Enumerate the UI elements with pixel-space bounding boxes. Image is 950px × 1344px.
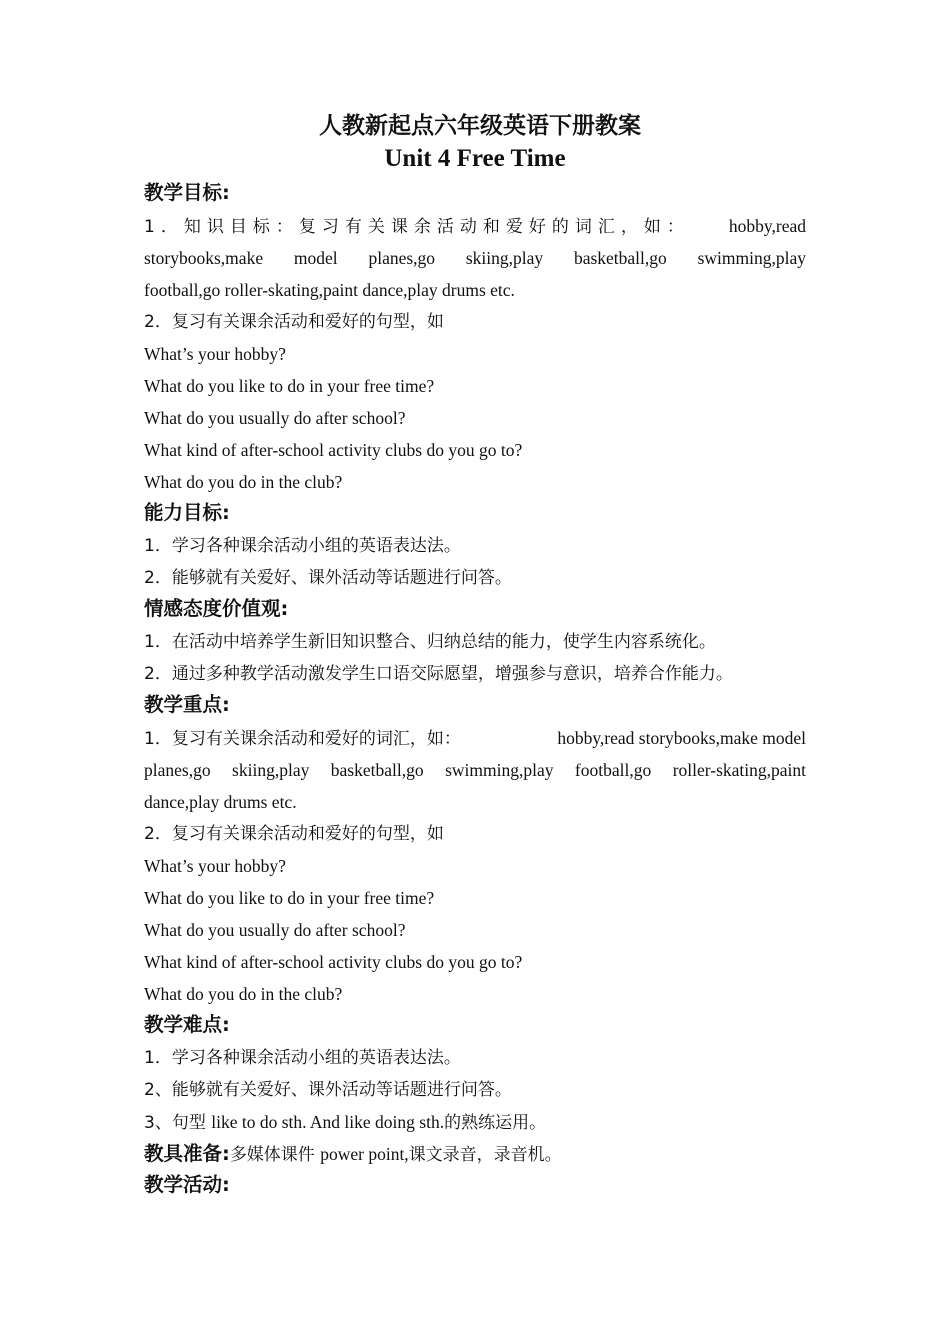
goals-item-1: [144, 210, 806, 242]
ability-item-1: 1．学习各种课余活动小组的英语表达法。: [144, 536, 461, 556]
goals-question: What’s your hobby?: [144, 344, 286, 364]
key-points-item-1: [144, 722, 806, 754]
key-points-item-1-cont: planes,go skiing,play basketball,go swimming,play football,go roller-skating,paint: [144, 760, 806, 780]
key-points-question: What do you like to do in your free time?: [144, 888, 435, 908]
difficulties-heading: 教学难点:: [144, 1013, 230, 1036]
difficulties-item-3: [144, 1106, 806, 1138]
key-points-question: What do you usually do after school?: [144, 920, 406, 940]
materials-text-b: power point,: [320, 1144, 409, 1164]
values-item-2: 2．通过多种教学活动激发学生口语交际愿望，增强参与意识，培养合作能力。: [144, 664, 733, 684]
difficulties-item-1: 1．学习各种课余活动小组的英语表达法。: [144, 1048, 461, 1068]
key-points-question: What’s your hobby?: [144, 856, 286, 876]
materials-heading: 教具准备:: [144, 1142, 230, 1165]
goals-heading: 教学目标:: [144, 181, 230, 204]
goals-item-1-cn: 1．知识目标：复习有关课余活动和爱好的词汇，如：: [144, 217, 690, 237]
goals-question: What kind of after-school activity clubs do you go to?: [144, 440, 523, 460]
ability-heading: 能力目标:: [144, 501, 230, 524]
key-points-item-2: 2．复习有关课余活动和爱好的句型，如: [144, 824, 444, 844]
doc-title: 人教新起点六年级英语下册教案: [319, 113, 641, 139]
difficulties-item-3-c: 的熟练运用。: [444, 1113, 547, 1133]
document-page: [144, 110, 806, 1202]
goals-item-1-cont2: football,go roller-skating,paint dance,play drums etc.: [144, 280, 515, 300]
key-points-question: What do you do in the club?: [144, 984, 343, 1004]
difficulties-item-2: 2、能够就有关爱好、课外活动等话题进行问答。: [144, 1080, 512, 1100]
difficulties-item-3-b: like to do sth. And like doing sth.: [211, 1112, 445, 1132]
goals-item-1-cont: storybooks,make model planes,go skiing,play basketball,go swimming,play: [144, 248, 806, 268]
key-points-item-1-en-a: hobby,read storybooks,make model: [557, 728, 806, 748]
key-points-heading: 教学重点:: [144, 693, 230, 716]
key-points-item-1-cont2: dance,play drums etc.: [144, 792, 297, 812]
materials-text-a: 多媒体课件: [229, 1145, 321, 1165]
ability-item-2: 2．能够就有关爱好、课外活动等话题进行问答。: [144, 568, 512, 588]
difficulties-item-3-a: 3、句型: [144, 1113, 212, 1133]
goals-question: What do you like to do in your free time?: [144, 376, 435, 396]
key-points-question: What kind of after-school activity clubs do you go to?: [144, 952, 523, 972]
activities-heading: 教学活动:: [144, 1173, 230, 1196]
materials-text-c: 课文录音，录音机。: [408, 1145, 562, 1165]
goals-question: What do you do in the club?: [144, 472, 343, 492]
values-heading: 情感态度价值观:: [144, 597, 289, 620]
materials-line: [144, 1138, 806, 1170]
values-item-1: 1．在活动中培养学生新旧知识整合、归纳总结的能力，使学生内容系统化。: [144, 632, 716, 652]
key-points-item-1-cn: 1．复习有关课余活动和爱好的词汇，如：: [144, 729, 461, 749]
goals-item-2: 2．复习有关课余活动和爱好的句型，如: [144, 312, 444, 332]
goals-item-1-en-a: hobby,read: [728, 216, 806, 236]
doc-subtitle: Unit 4 Free Time: [384, 145, 566, 172]
goals-question: What do you usually do after school?: [144, 408, 406, 428]
